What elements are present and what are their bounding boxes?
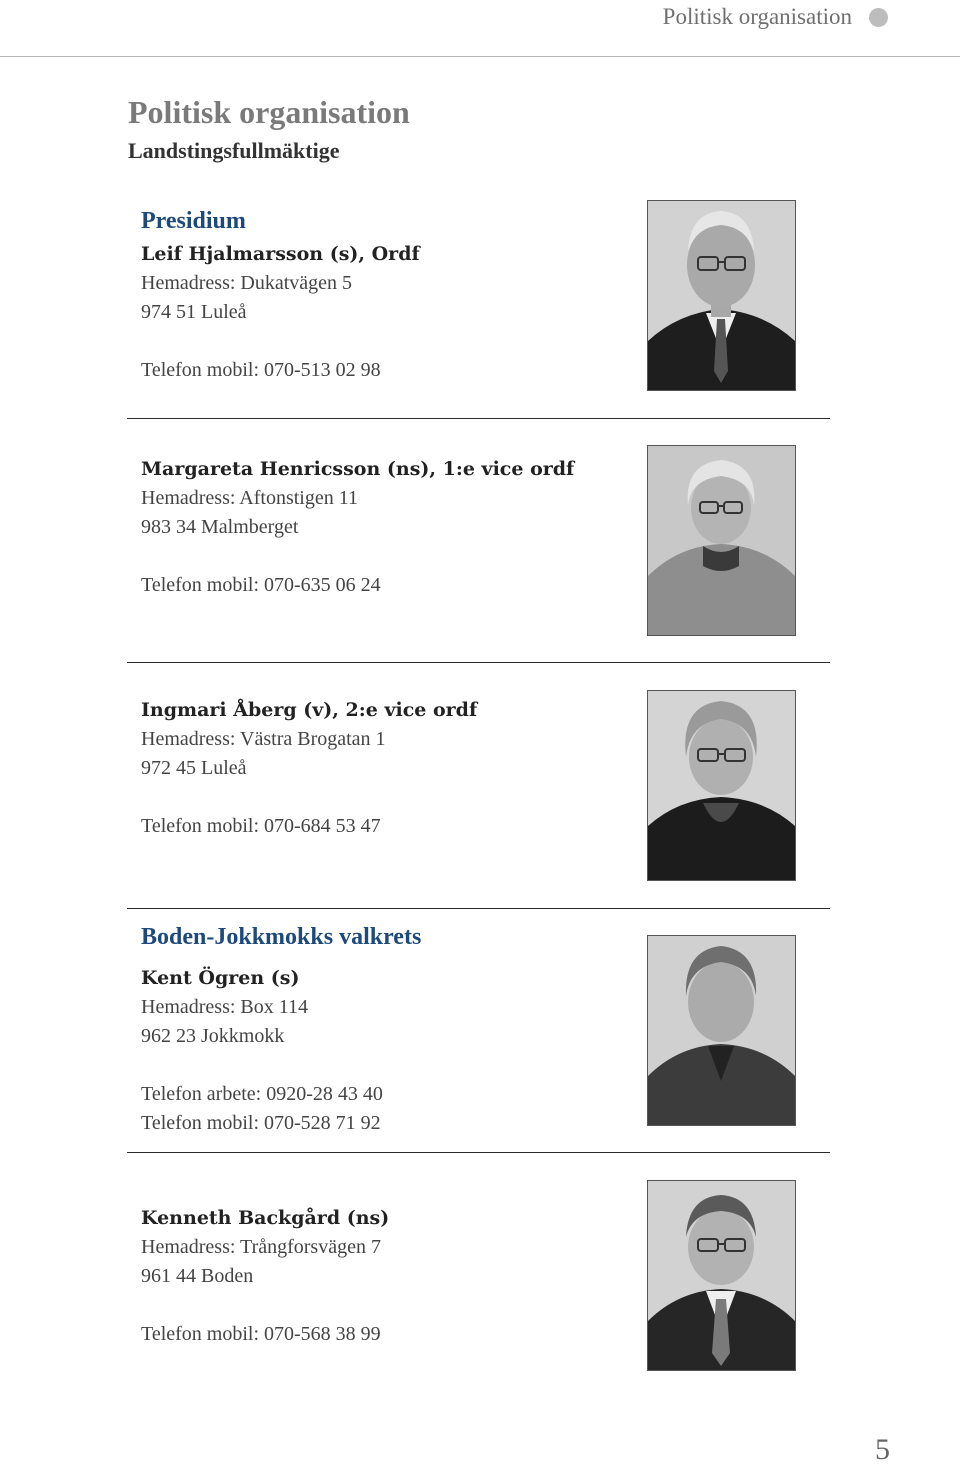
person-phone: Telefon mobil: 070-513 02 98 — [141, 359, 381, 381]
person-address: Hemadress: Trångforsvägen 7 — [141, 1236, 381, 1258]
person-address: Hemadress: Aftonstigen 11 — [141, 487, 359, 509]
section-heading-presidium: Presidium — [141, 208, 246, 234]
divider — [127, 1152, 830, 1153]
person-phone: Telefon mobil: 070-528 71 92 — [141, 1112, 381, 1134]
person-address: Hemadress: Västra Brogatan 1 — [141, 728, 386, 750]
person-phone: Telefon mobil: 070-635 06 24 — [141, 574, 381, 596]
person-name: Leif Hjalmarsson (s), Ordf — [141, 243, 420, 265]
person-postal: 962 23 Jokkmokk — [141, 1025, 285, 1047]
person-name: Kenneth Backgård (ns) — [141, 1207, 390, 1229]
person-name: Ingmari Åberg (v), 2:e vice ordf — [141, 699, 478, 721]
person-name: Margareta Henricsson (ns), 1:e vice ordf — [141, 458, 575, 480]
bullet-dot-icon — [869, 8, 888, 27]
page-subtitle: Landstingsfullmäktige — [128, 138, 340, 163]
divider — [127, 908, 830, 909]
page-title: Politisk organisation — [128, 94, 410, 130]
person-entry — [141, 455, 611, 600]
person-postal: 961 44 Boden — [141, 1265, 254, 1287]
running-header-title: Politisk organisation — [662, 4, 852, 29]
person-phone: Telefon arbete: 0920-28 43 40 — [141, 1083, 383, 1105]
person-entry — [141, 964, 611, 1138]
section-heading-boden-jokkmokk: Boden-Jokkmokks valkrets — [141, 924, 422, 950]
person-entry — [141, 696, 611, 841]
person-entry — [141, 1204, 611, 1349]
person-postal: 974 51 Luleå — [141, 301, 247, 323]
divider — [127, 418, 830, 419]
divider — [127, 662, 830, 663]
person-address: Hemadress: Box 114 — [141, 996, 309, 1018]
person-phone: Telefon mobil: 070-684 53 47 — [141, 815, 381, 837]
running-header — [0, 0, 960, 57]
person-photo — [647, 200, 796, 391]
person-photo — [647, 445, 796, 636]
person-address: Hemadress: Dukatvägen 5 — [141, 272, 353, 294]
person-postal: 972 45 Luleå — [141, 757, 247, 779]
person-phone: Telefon mobil: 070-568 38 99 — [141, 1323, 381, 1345]
person-postal: 983 34 Malmberget — [141, 516, 299, 538]
page-number: 5 — [875, 1433, 890, 1466]
person-photo — [647, 1180, 796, 1371]
person-entry — [141, 240, 611, 385]
person-photo — [647, 935, 796, 1126]
person-name: Kent Ögren (s) — [141, 967, 300, 989]
person-photo — [647, 690, 796, 881]
